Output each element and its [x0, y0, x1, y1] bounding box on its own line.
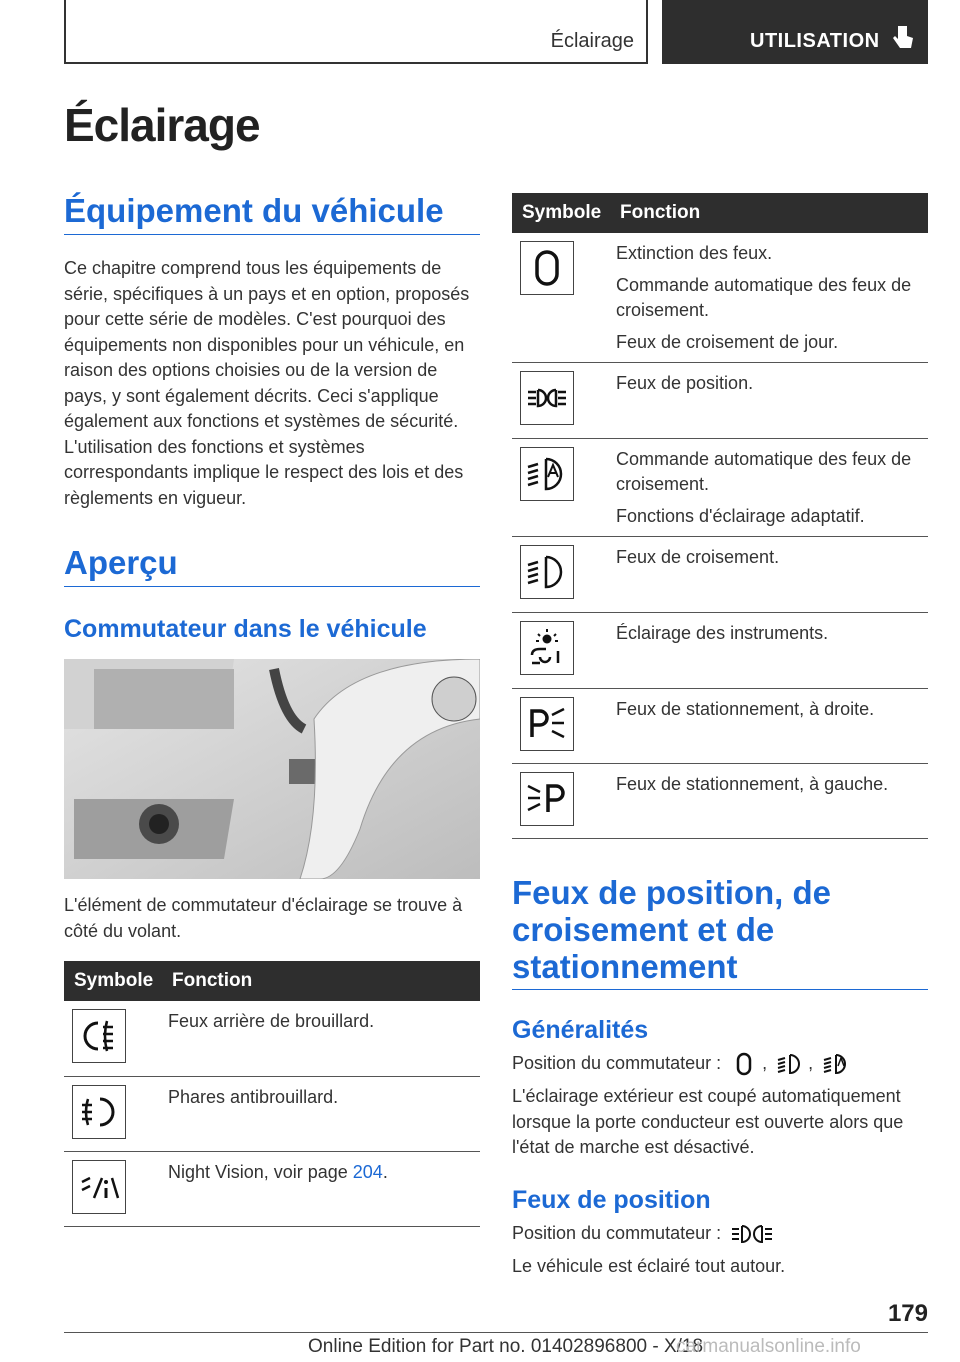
low-beam-icon: [776, 1051, 804, 1077]
table-row: [64, 1076, 480, 1151]
auto-low-beam-icon: [822, 1051, 850, 1077]
page-reference-link[interactable]: 204: [352, 1161, 383, 1182]
header-section-box: [64, 0, 648, 64]
table-row: [512, 689, 928, 764]
heading-equipment: Équipement du véhicule: [64, 192, 480, 235]
function-text: Éclairage des instruments.: [616, 623, 829, 643]
parking-right-icon: [520, 697, 574, 751]
header-chapter-label: UTILISATION: [750, 30, 880, 52]
table-row: [512, 537, 928, 613]
zero-icon: [730, 1051, 758, 1077]
table-row: [512, 613, 928, 689]
function-text: Feux de position.: [616, 373, 754, 393]
heading-side-lights: Feux de position: [512, 1186, 711, 1214]
pointing-hand-icon: [892, 24, 916, 52]
parking-left-icon: [520, 772, 574, 826]
heading-position-lights: Feux de position, de croisement et de stationnement: [512, 874, 928, 990]
general-paragraph: L'éclairage extérieur est coupé automatiquement lorsque la porte conducteur est ouverte alors que l'état de marche est désactivé.: [512, 1086, 904, 1157]
function-text: Feux de stationnement, à gauche.: [616, 774, 889, 794]
function-text: Feux de croisement.: [616, 547, 780, 567]
footer-divider: [64, 1332, 928, 1333]
table-row: [64, 1151, 480, 1226]
side-paragraph: Le véhicule est éclairé tout autour.: [512, 1256, 786, 1276]
table-row: [512, 363, 928, 439]
function-text: Night Vision, voir page: [168, 1161, 353, 1182]
low-beam-icon: [520, 545, 574, 599]
page-number: 179: [887, 1300, 928, 1327]
switch-position-label: Position du commutateur :: [512, 1223, 722, 1243]
function-text: Commande automatique des feux de croisement.: [616, 275, 912, 320]
table-row: [512, 439, 928, 537]
comma-separator: ,: [808, 1053, 814, 1073]
heading-switch: Commutateur dans le véhicule: [64, 615, 427, 643]
page-title: Éclairage: [64, 99, 260, 151]
column-header-function: Fonction: [610, 193, 928, 233]
general-switch-position: [512, 1051, 928, 1077]
column-header-symbol: Symbole: [512, 193, 610, 233]
front-fog-light-icon: [72, 1085, 126, 1139]
watermark: carmanualsonline.info: [676, 1336, 861, 1357]
table-row: [64, 1001, 480, 1076]
auto-low-beam-icon: [520, 447, 574, 501]
edition-note: Online Edition for Part no. 01402896800 - X/18: [308, 1336, 704, 1357]
function-text: Fonctions d'éclairage adaptatif.: [616, 506, 865, 526]
table-row: [512, 764, 928, 839]
header-section-label: Éclairage: [550, 30, 634, 52]
function-text: Commande automatique des feux de croisement.: [616, 449, 912, 494]
parking-lights-icon: [730, 1221, 776, 1247]
function-text: Feux arrière de brouillard.: [168, 1011, 375, 1031]
instrument-lighting-icon: [520, 621, 574, 675]
parking-lights-icon: [520, 371, 574, 425]
function-text-suffix: .: [382, 1161, 388, 1182]
switch-position-label: Position du commutateur :: [512, 1053, 722, 1073]
heading-overview: Aperçu: [64, 544, 480, 587]
comma-separator: ,: [762, 1053, 768, 1073]
table-row: [512, 233, 928, 363]
left-symbol-table: [64, 961, 480, 1227]
column-header-symbol: Symbole: [64, 961, 162, 1001]
night-vision-icon: [72, 1160, 126, 1214]
column-header-function: Fonction: [162, 961, 480, 1001]
function-text: Extinction des feux.: [616, 243, 773, 263]
light-switch-photo: [64, 659, 480, 879]
equipment-paragraph: Ce chapitre comprend tous les équipements de série, spécifiques à un pays et en option, proposés pour cette série de modèles. C'est pourquoi des équipements non disponibles pour un véhicule, en raison des options choisies ou de la version de pays, y sont également décrits. Ceci s'applique également aux fonctions et systèmes de sécurité. L'utilisation des fonctions et systèmes correspondants implique le respect des lois et des règlements en vigueur.: [64, 258, 470, 508]
header-chapter-box: [662, 0, 928, 64]
function-text: Feux de croisement de jour.: [616, 332, 839, 352]
rear-fog-light-icon: [72, 1009, 126, 1063]
side-switch-position: [512, 1221, 928, 1247]
heading-general: Généralités: [512, 1016, 649, 1044]
function-text: Feux de stationnement, à droite.: [616, 699, 875, 719]
right-symbol-table: [512, 193, 928, 839]
function-text: Phares antibrouillard.: [168, 1086, 339, 1107]
zero-icon: [520, 241, 574, 295]
photo-caption: L'élément de commutateur d'éclairage se trouve à côté du volant.: [64, 895, 463, 941]
